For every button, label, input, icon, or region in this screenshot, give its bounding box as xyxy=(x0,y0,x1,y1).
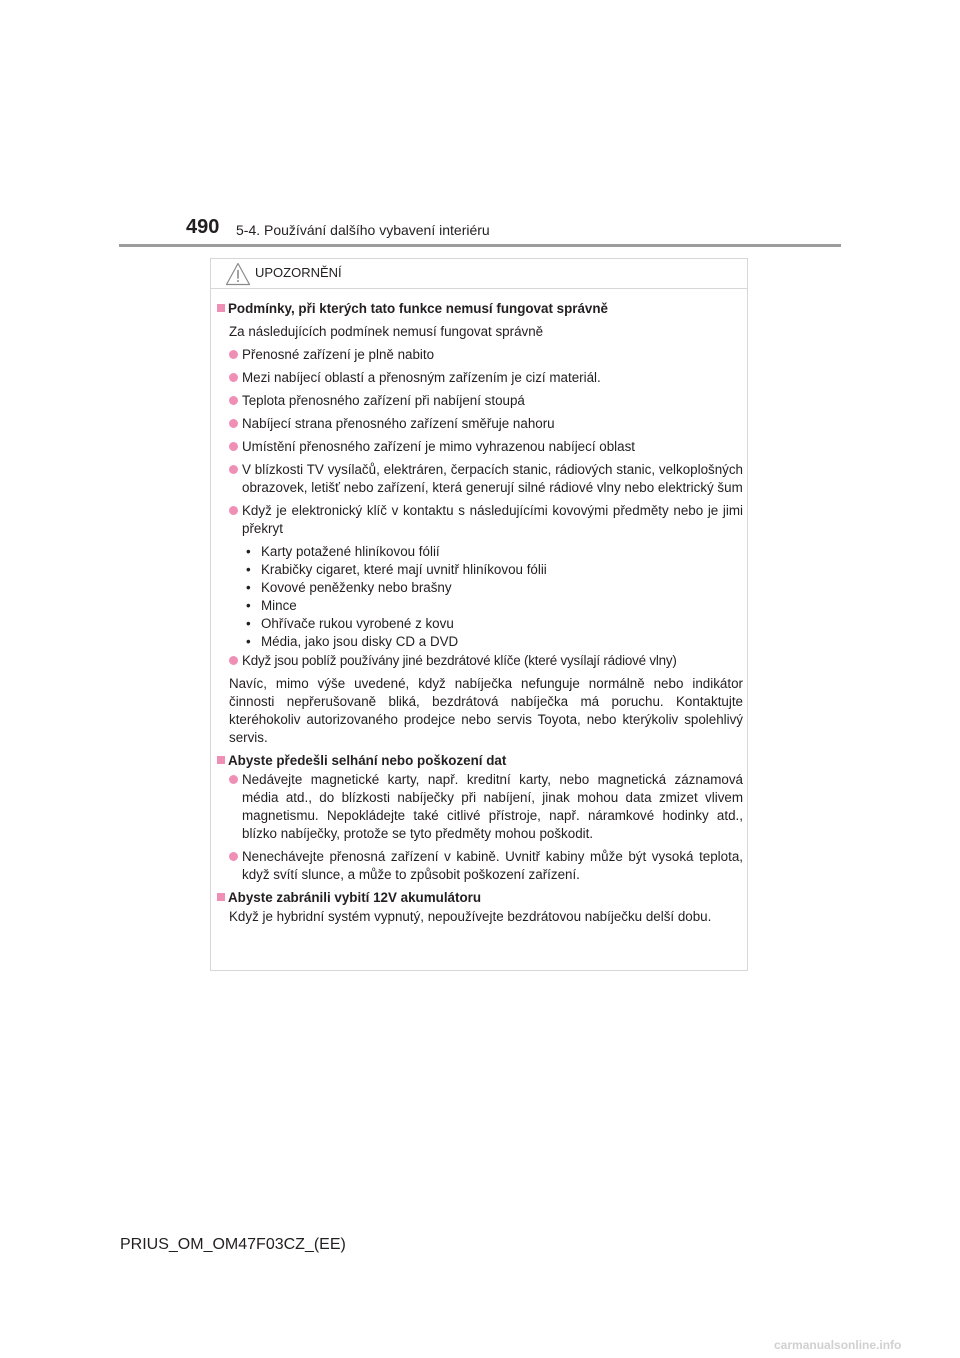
paragraph: Za následujících podmínek nemusí fungovat správně xyxy=(229,324,544,339)
list-item: Umístění přenosného zařízení je mimo vyhrazenou nabíjecí oblast xyxy=(217,438,743,456)
dot-bullet-icon xyxy=(229,442,238,451)
warning-label: UPOZORNĚNÍ xyxy=(255,265,342,280)
sub-list-item: • Mince xyxy=(246,598,297,613)
list-item: Přenosné zařízení je plně nabito xyxy=(217,346,743,364)
dot-bullet-icon xyxy=(229,465,238,474)
dot-bullet-icon xyxy=(229,350,238,359)
list-item: Když je elektronický klíč v kontaktu s následujícími kovovými předměty nebo je jimi překryt xyxy=(217,502,743,538)
page-number: 490 xyxy=(186,216,220,238)
paragraph: Když je hybridní systém vypnutý, nepoužívejte bezdrátovou nabíječku delší dobu. xyxy=(229,909,712,924)
paragraph: Navíc, mimo výše uvedené, když nabíječka nefunguje normálně nebo indikátor činnosti nepřerušovaně bliká, bezdrátová nabíječka má poruchu. Kontaktujte kteréhokoliv autorizovaného prodejce nebo servis Toyota, nebo kterýkoliv spolehlivý servis. xyxy=(229,676,743,745)
dot-bullet-icon xyxy=(229,419,238,428)
list-item: Nedávejte magnetické karty, např. kreditní karty, nebo magnetická záznamová média atd., do blízkosti nabíječky při nabíjení, jinak mohou data zmizet vlivem magnetismu. Nepokládejte také citlivé přístroje, např. náramkové hodinky atd., blízko nabíječky, protože se tyto předměty mohou poškodit. xyxy=(217,771,743,843)
list-item: Nabíjecí strana přenosného zařízení směřuje nahoru xyxy=(217,415,743,433)
dot-bullet-icon xyxy=(229,775,238,784)
sub-list-item: • Ohřívače rukou vyrobené z kovu xyxy=(246,616,454,631)
sub-list-item: • Krabičky cigaret, které mají uvnitř hliníkovou fólii xyxy=(246,562,547,577)
sub-list-item: • Kovové peněženky nebo brašny xyxy=(246,580,452,595)
warning-content xyxy=(217,300,743,926)
dot-bullet-icon xyxy=(229,373,238,382)
document-code: PRIUS_OM_OM47F03CZ_(EE) xyxy=(120,1236,346,1253)
dot-bullet-icon xyxy=(229,506,238,515)
list-item: Mezi nabíjecí oblastí a přenosným zařízením je cizí materiál. xyxy=(217,369,743,387)
dot-bullet-icon xyxy=(229,396,238,405)
header-rule xyxy=(119,244,841,247)
sub-list xyxy=(217,543,743,651)
square-bullet-icon xyxy=(217,893,225,901)
list-item: Když jsou poblíž používány jiné bezdrátové klíče (které vysílají rádiové vlny) xyxy=(217,652,743,670)
sub-list-item: • Média, jako jsou disky CD a DVD xyxy=(246,634,459,649)
section-heading: Podmínky, při kterých tato funkce nemusí fungovat správně xyxy=(217,300,743,318)
square-bullet-icon xyxy=(217,304,225,312)
list-item: Teplota přenosného zařízení při nabíjení stoupá xyxy=(217,392,743,410)
warning-header xyxy=(211,259,747,289)
warning-triangle-icon xyxy=(225,262,251,286)
square-bullet-icon xyxy=(217,756,225,764)
section-title: 5-4. Používání dalšího vybavení interiéru xyxy=(236,222,490,238)
list-item: V blízkosti TV vysílačů, elektráren, čerpacích stanic, rádiových stanic, velkoplošných obrazovek, letišť nebo zařízení, která generují silné rádiové vlny nebo elektrický šum xyxy=(217,461,743,497)
sub-list-item: • Karty potažené hliníkovou fólií xyxy=(246,544,440,559)
dot-bullet-icon xyxy=(229,852,238,861)
section-heading: Abyste předešli selhání nebo poškození dat xyxy=(217,752,743,770)
warning-box xyxy=(210,258,748,971)
section-heading: Abyste zabránili vybití 12V akumulátoru xyxy=(217,889,743,907)
watermark: carmanualsonline.info xyxy=(774,1338,902,1352)
list-item: Nenechávejte přenosná zařízení v kabině. Uvnitř kabiny může být vysoká teplota, když svítí slunce, a může to způsobit poškození zařízení. xyxy=(217,848,743,884)
dot-bullet-icon xyxy=(229,656,238,665)
